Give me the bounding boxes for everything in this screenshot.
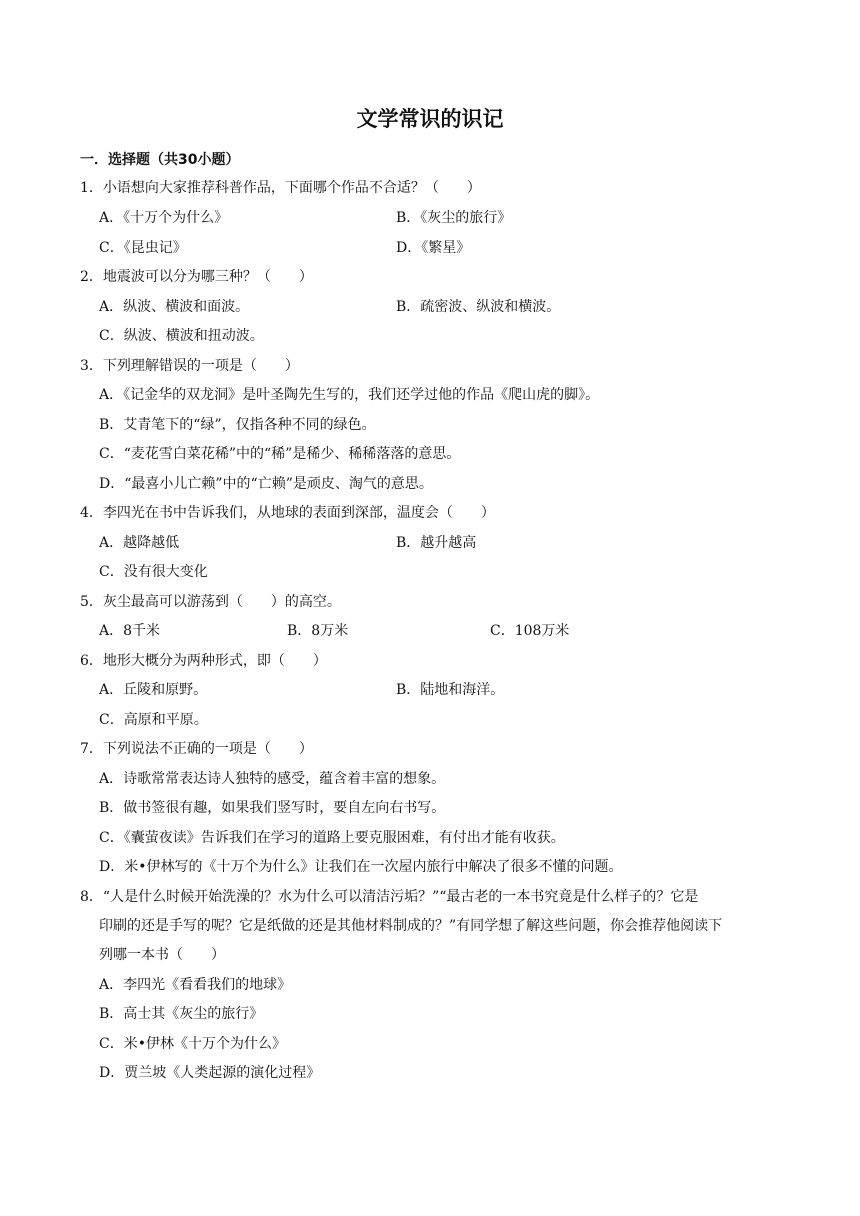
question-2-option-a: A．纵波、横波和面波。	[99, 299, 250, 315]
question-2-option-c: C．纵波、横波和扭动波。	[99, 328, 264, 344]
question-8-option-b: B．高士其《灰尘的旅行》	[99, 1006, 264, 1022]
question-3-option-c: C．“麦花雪白菜花稀”中的“稀”是稀少、稀稀落落的意思。	[99, 446, 461, 462]
question-7-stem: 7．下列说法不正确的一项是（ ）	[80, 741, 313, 757]
question-6-option-c: C．高原和平原。	[99, 712, 208, 728]
question-1-option-c: C．《昆虫记》	[99, 240, 187, 256]
question-4-option-b: B．越升越高	[396, 535, 477, 551]
question-7-option-a: A．诗歌常常表达诗人独特的感受，蕴含着丰富的想象。	[99, 771, 446, 787]
question-5-option-a: A．8千米	[99, 623, 161, 639]
question-5-stem: 5．灰尘最高可以游荡到（ ）的高空。	[80, 594, 341, 610]
question-2-stem: 2．地震波可以分为哪三种？（ ）	[80, 269, 313, 285]
question-3-option-a: A．《记金华的双龙洞》是叶圣陶先生写的，我们还学过他的作品《爬山虎的脚》。	[99, 387, 600, 403]
question-4-stem: 4．李四光在书中告诉我们，从地球的表面到深部，温度会（ ）	[80, 505, 495, 521]
page-title: 文学常识的识记	[356, 107, 504, 131]
question-2-option-b: B．疏密波、纵波和横波。	[396, 299, 561, 315]
question-6-option-a: A．丘陵和原野。	[99, 682, 208, 698]
question-4-option-c: C．没有很大变化	[99, 564, 208, 580]
question-8-option-d: D．贾兰坡《人类起源的演化过程》	[99, 1065, 321, 1081]
section-heading: 一．选择题（共30小题）	[80, 152, 240, 168]
question-1-stem: 1．小语想向大家推荐科普作品，下面哪个作品不合适？（ ）	[80, 180, 481, 196]
question-8-option-c: C．米•伊林《十万个为什么》	[99, 1036, 286, 1052]
question-5-option-b: B．8万米	[287, 623, 349, 639]
question-3-option-b: B．艾青笔下的“绿”，仅指各种不同的绿色。	[99, 417, 376, 433]
question-3-stem: 3．下列理解错误的一项是（ ）	[80, 358, 299, 374]
question-7-option-c: C．《囊萤夜读》告诉我们在学习的道路上要克服困难，有付出才能有收获。	[99, 830, 565, 846]
question-1-option-b: B．《灰尘的旅行》	[396, 210, 512, 226]
question-1-option-a: A．《十万个为什么》	[99, 210, 229, 226]
question-1-option-d: D．《繁星》	[396, 240, 471, 256]
question-6-stem: 6．地形大概分为两种形式，即（ ）	[80, 653, 327, 669]
question-8-stem-line-2: 印刷的还是手写的呢？它是纸做的还是其他材料制成的？”有同学想了解这些问题，你会推荐他阅读下	[99, 918, 723, 934]
question-7-option-d: D．米•伊林写的《十万个为什么》让我们在一次屋内旅行中解决了很多不懂的问题。	[99, 859, 623, 875]
question-8-stem-line-1: 8．“人是什么时候开始洗澡的？水为什么可以清洁污垢？”“最古老的一本书究竟是什么样子的？它是	[80, 889, 699, 905]
question-5-option-c: C．108万米	[490, 623, 570, 639]
question-8-option-a: A．李四光《看看我们的地球》	[99, 977, 292, 993]
question-8-stem-line-3: 列哪一本书（ ）	[99, 947, 225, 963]
question-3-option-d: D．“最喜小儿亡赖”中的“亡赖”是顽皮、淘气的意思。	[99, 476, 433, 492]
question-6-option-b: B．陆地和海洋。	[396, 682, 505, 698]
question-4-option-a: A．越降越低	[99, 535, 180, 551]
question-7-option-b: B．做书签很有趣，如果我们竖写时，要自左向右书写。	[99, 800, 446, 816]
